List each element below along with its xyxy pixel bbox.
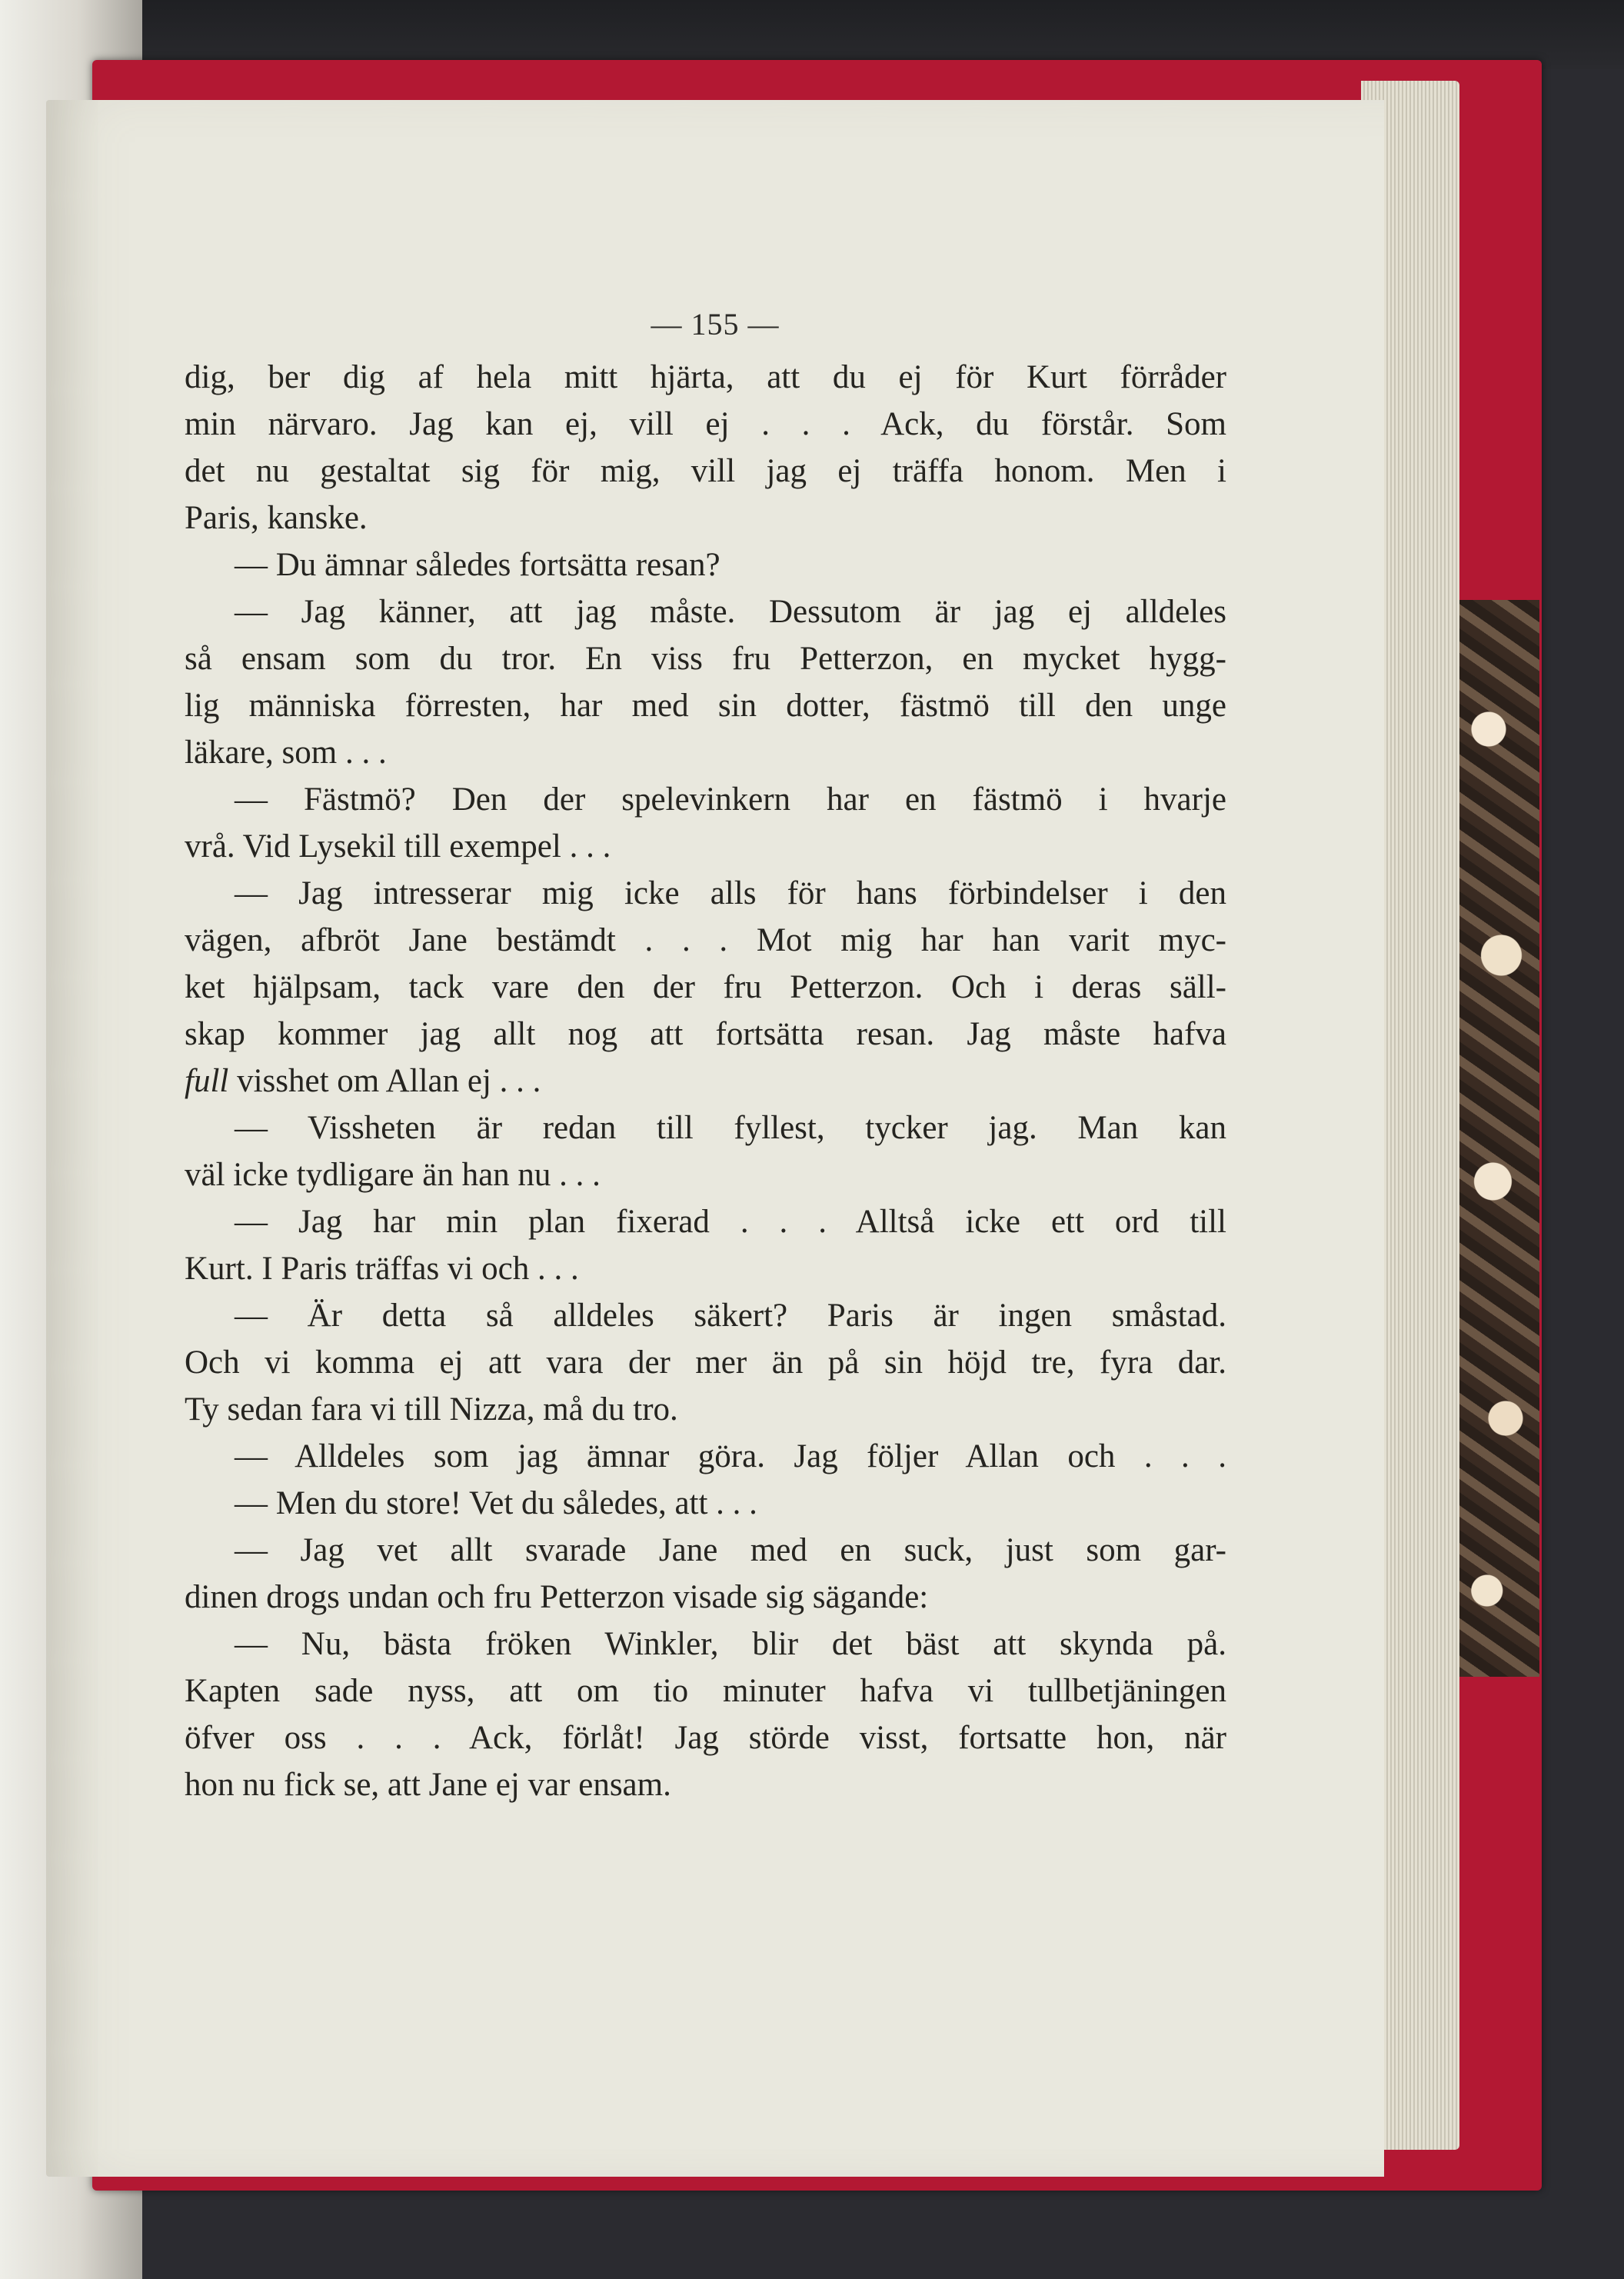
text-line: läkare, som . . . — [185, 735, 387, 771]
text-line: Paris, kanske. — [185, 500, 368, 536]
marbled-endpaper — [1455, 600, 1539, 1677]
text-line: skap kommer jag allt nog att fortsätta resan. Jag måste hafva — [185, 1016, 1226, 1052]
text-line: dig, ber dig af hela mitt hjärta, att du ej för Kurt förråder — [185, 359, 1226, 395]
text-line: — Alldeles som jag ämnar göra. Jag följer Allan och . . . — [235, 1438, 1226, 1474]
text-line: öfver oss . . . Ack, förlåt! Jag störde visst, fortsatte hon, när — [185, 1720, 1226, 1756]
text-line: Ty sedan fara vi till Nizza, må du tro. — [185, 1391, 678, 1428]
text-line: lig människa förresten, har med sin dotter, fästmö till den unge — [185, 688, 1226, 724]
page-number: — 155 — — [651, 307, 780, 342]
text-line: Kurt. I Paris träffas vi och . . . — [185, 1251, 579, 1287]
text-line: — Jag har min plan fixerad . . . Alltså icke ett ord till — [235, 1204, 1226, 1240]
text-line: — Är detta så alldeles säkert? Paris är ingen småstad. — [235, 1298, 1226, 1334]
text-line: hon nu fick se, att Jane ej var ensam. — [185, 1767, 671, 1803]
text-line: — Vissheten är redan till fyllest, tycker jag. Man kan — [235, 1110, 1226, 1146]
text-line: full visshet om Allan ej . . . — [185, 1063, 541, 1099]
body-text — [185, 354, 1226, 1808]
text-line: Kapten sade nyss, att om tio minuter hafva vi tullbetjäningen — [185, 1673, 1226, 1709]
text-line: det nu gestaltat sig för mig, vill jag ej träffa honom. Men i — [185, 453, 1226, 489]
text-line: — Jag intresserar mig icke alls för hans förbindelser i den — [235, 875, 1226, 911]
text-line: — Men du store! Vet du således, att . . . — [235, 1485, 757, 1521]
text-line: — Du ämnar således fortsätta resan? — [235, 547, 720, 583]
text-line: ket hjälpsam, tack vare den der fru Petterzon. Och i deras säll- — [185, 969, 1226, 1005]
text-line: Och vi komma ej att vara der mer än på sin höjd tre, fyra dar. — [185, 1344, 1226, 1381]
text-line: min närvaro. Jag kan ej, vill ej . . . Ack, du förstår. Som — [185, 406, 1226, 442]
text-line: så ensam som du tror. En viss fru Petterzon, en mycket hygg- — [185, 641, 1226, 677]
text-line: — Nu, bästa fröken Winkler, blir det bäst att skynda på. — [235, 1626, 1226, 1662]
scan-background — [0, 0, 1624, 69]
text-line: vrå. Vid Lysekil till exempel . . . — [185, 828, 611, 865]
text-line: — Jag känner, att jag måste. Dessutom är jag ej alldeles — [235, 594, 1226, 630]
text-line: väl icke tydligare än han nu . . . — [185, 1157, 601, 1193]
book-page — [46, 100, 1384, 2177]
text-line: dinen drogs undan och fru Petterzon visade sig sägande: — [185, 1579, 929, 1615]
text-line: — Jag vet allt svarade Jane med en suck, just som gar- — [235, 1532, 1226, 1568]
text-line: vägen, afbröt Jane bestämdt . . . Mot mig har han varit myc- — [185, 922, 1226, 958]
text-line: — Fästmö? Den der spelevinkern har en fästmö i hvarje — [235, 781, 1226, 818]
